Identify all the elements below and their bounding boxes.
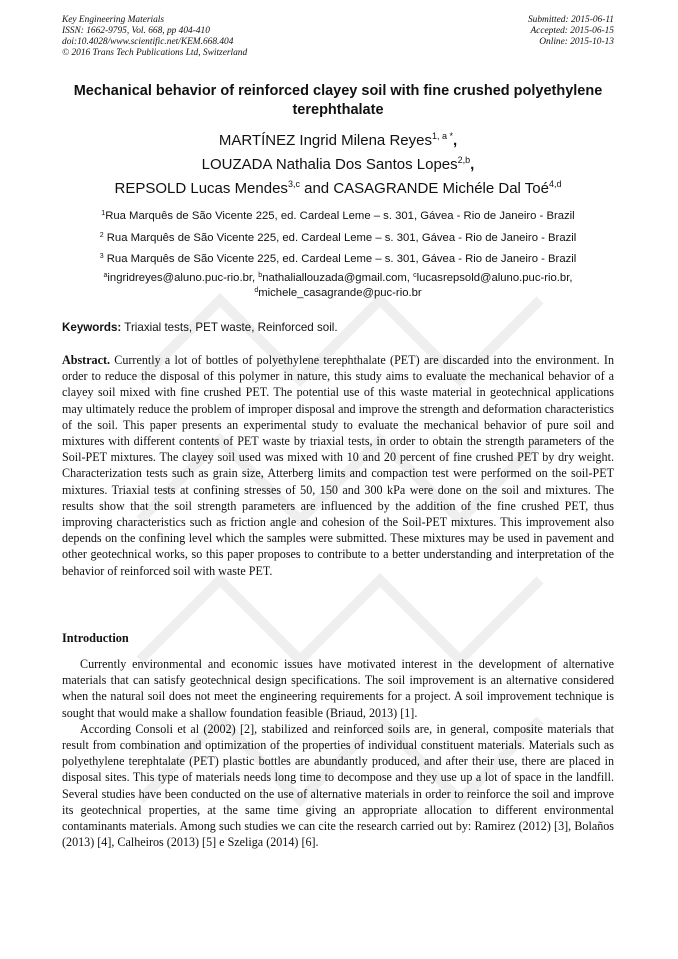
author-marker: 3,c — [287, 179, 300, 189]
email-marker: a — [103, 272, 108, 279]
journal-issn: ISSN: 1662-9795, Vol. 668, pp 404-410 — [62, 26, 210, 36]
email-line-1 — [62, 271, 614, 286]
email-link[interactable]: lucasrepsold@aluno.puc-rio.br, — [416, 272, 573, 284]
affiliation-item — [62, 206, 614, 228]
affiliation-marker: 3 — [99, 253, 104, 260]
author-conjunction: and — [299, 180, 334, 197]
author-line-2: LOUZADA Nathalia Dos Santos Lopes$^{2,b}$, — [201, 155, 475, 173]
submitted-date: Submitted: 2015-06-11 — [527, 15, 614, 25]
author-list — [62, 129, 614, 201]
email-marker: b — [258, 272, 263, 279]
email-line-2 — [62, 286, 614, 301]
abstract-text: Currently a lot of bottles of polyethylene terephthalate (PET) are discarded into the environment. In order to reduce the disposal of this polymer in nature, this study aims to evaluate the mechanical behavior of a clayey soil mixed with fine crushed PET. The potential use of this waste material in geotechnical applications may ultimately reduce the problem of improper disposal and improve the strength and deformation characteristics of the soil. This paper presents an experimental study to evaluate the mechanical behavior of pure soil and mixtures with different contents of PET waste by triaxial tests, in order to obtain the strength parameters of the Soil-PET mixtures. The clayey soil used was mixed with 10 and 20 percent of fine crushed PET by dry weight. Characterization tests such as grain size, Atterberg limits and compaction test were performed on the soil-PET mixtures. Triaxial tests at confining stresses of 50, 150 and 300 kPa were done on the soil and mixtures. The results show that the soil strength parameters are influenced by the addition of the fine crushed PET, thus improving characteristics such as friction angle and cohesion of the Soil-PET mixtures. This improvement also depends on the confining level which the samples were submitted. These mixtures may be used in pavement and other geotechnical works, so this paper proposes to contribute to a better understanding and interpretation of the behavior of reinforced soil with waste PET. — [62, 353, 614, 578]
author-line-1: MARTÍNEZ Ingrid Milena Reyes$^{1, a *}$, — [218, 131, 458, 149]
author-name: MARTÍNEZ Ingrid Milena Reyes — [218, 132, 432, 149]
affiliation-text: Rua Marquês de São Vicente 225, ed. Cardeal Leme – s. 301, Gávea - Rio de Janeiro - Brazil — [103, 253, 577, 265]
keywords-section — [62, 321, 614, 334]
email-link[interactable]: ingridreyes@aluno.puc-rio.br, — [107, 272, 259, 284]
keywords-label: Keywords: — [62, 321, 122, 334]
journal-copyright: © 2016 Trans Tech Publications Ltd, Switzerland — [62, 48, 248, 58]
keywords-text: Triaxial tests, PET waste, Reinforced soil. — [121, 321, 338, 334]
paragraph: According Consoli et al (2002) [2], stabilized and reinforced soils are, in general, composite materials that result from combination and optimization of the properties of individual constituent materials. Materials such as polyethylene terephtalate (PET) plastic bottles are abundantly produced, and after their use, there are placed in disposal sites. This type of materials needs long time to decompose and they use up a lot of space in the landfill. Several studies have been conducted on the use of alternative materials in order to reinforce the soil and improve its geotechnical properties, at the same time giving an appropriate allocation to different environmental contaminants materials. Among such studies we can cite the research carried out by: Ramirez (2012) [3], Bolaños (2013) [4], Calheiros (2013) [5] e Szeliga (2014) [6]. — [62, 721, 614, 850]
affiliation-marker: 2 — [99, 231, 104, 239]
introduction-body — [62, 656, 614, 850]
email-list — [62, 271, 614, 300]
affiliation-list — [62, 206, 614, 271]
accepted-date: Accepted: 2015-06-15 — [530, 26, 614, 36]
abstract-section — [62, 352, 614, 579]
journal-doi[interactable]: doi:10.4028/www.scientific.net/KEM.668.404 — [62, 37, 234, 47]
affiliation-item — [62, 249, 614, 271]
journal-info — [62, 15, 247, 59]
email-marker: d — [254, 286, 259, 294]
author-marker: 4,d — [548, 179, 562, 189]
publication-dates — [528, 15, 614, 59]
author-line-3 — [62, 177, 614, 201]
journal-name: Key Engineering Materials — [62, 15, 165, 25]
email-link[interactable]: michele_casagrande@puc-rio.br — [258, 286, 422, 299]
author-name: LOUZADA Nathalia Dos Santos Lopes — [201, 156, 458, 173]
author-marker: 2,b — [457, 155, 471, 165]
paragraph: Currently environmental and economic issues have motivated interest in the development of alternative materials that can satisfy geotechnical design specifications. The soil improvement is an alternative considered when the natural soil does not meet the engineering requirements for a project. A soil improvement technique is sought that would make a shallow foundation feasible (Briaud, 2013) [1]. — [62, 657, 614, 720]
affiliation-text: Rua Marquês de São Vicente 225, ed. Cardeal Leme – s. 301, Gávea - Rio de Janeiro - Brazil — [105, 210, 575, 222]
author-name: REPSOLD Lucas Mendes — [114, 180, 288, 197]
author-name: CASAGRANDE Michéle Dal Toé — [333, 180, 549, 197]
paper-title: Mechanical behavior of reinforced clayey soil with fine crushed polyethylene terephthalate — [73, 83, 603, 118]
affiliation-item — [62, 228, 614, 250]
affiliation-text: Rua Marquês de São Vicente 225, ed. Cardeal Leme – s. 301, Gávea - Rio de Janeiro - Brazil — [103, 231, 577, 244]
affiliation-marker: 1 — [101, 210, 106, 217]
abstract-label: Abstract. — [62, 353, 111, 367]
author-marker: 1, a * — [431, 131, 453, 141]
introduction-heading: Introduction — [62, 631, 129, 645]
email-link[interactable]: nathaliallouzada@gmail.com, — [262, 272, 414, 284]
email-marker: c — [413, 272, 417, 279]
journal-header — [62, 15, 614, 59]
online-date: Online: 2015-10-13 — [539, 37, 614, 47]
